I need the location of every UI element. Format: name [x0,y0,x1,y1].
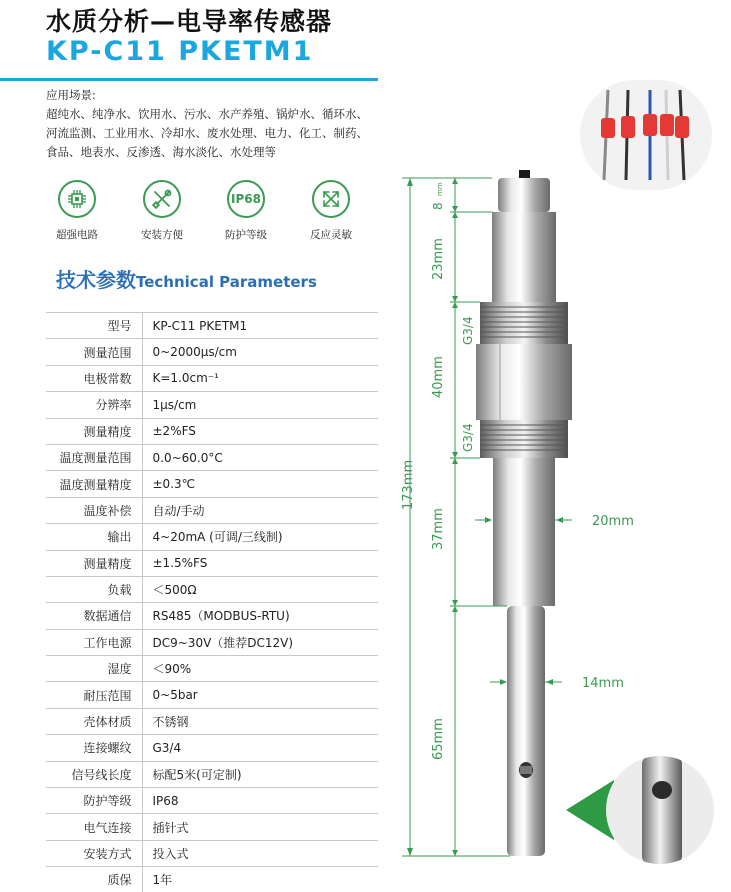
spec-key: 连接螺纹 [46,735,142,761]
spec-value: K=1.0cm⁻¹ [152,371,219,386]
feature-icons [46,180,376,244]
spec-value: 自动/手动 [152,503,205,518]
probe-14mm [507,606,545,856]
wire-terminals-inset [580,80,712,190]
spec-key: 负载 [46,576,142,602]
spec-row [46,339,378,365]
scenarios-line: 超纯水、纯净水、饮用水、污水、水产养殖、锅炉水、循环水、 [46,107,368,121]
dim-37mm: 37mm [431,508,446,550]
model-title: KP-C11 PKETM1 [46,36,314,67]
spec-key: 测量范围 [46,339,142,365]
spec-key: 安装方式 [46,840,142,866]
section-heading-en: Technical Parameters [136,273,317,291]
wrench-screwdriver-icon [143,180,181,218]
spec-row [46,471,378,497]
spec-value: G3/4 [152,740,182,755]
application-scenarios [46,86,381,162]
hex-nut [476,344,572,420]
spec-key: 信号线长度 [46,761,142,787]
spec-key: 分辨率 [46,392,142,418]
thread-lower [480,420,568,458]
spec-row [46,603,378,629]
probe-tip-inset [606,756,714,864]
spec-row [46,576,378,602]
dim-65mm: 65mm [431,718,446,760]
ip68-icon [227,180,265,218]
spec-value: ±2%FS [152,424,196,439]
spec-value: ＜500Ω [152,583,197,598]
spec-row [46,761,378,787]
page-title: 水质分析—电导率传感器 [46,7,333,36]
feature-ip68 [211,180,281,242]
spec-key: 温度测量范围 [46,444,142,470]
dim-40mm: 40mm [431,356,446,398]
spec-value: 0.0~60.0°C [152,450,223,465]
spec-row [46,708,378,734]
feature-label: 反应灵敏 [310,229,352,241]
scenarios-line: 食品、地表水、反渗透、海水淡化、水处理等 [46,145,276,159]
spec-row [46,418,378,444]
feature-install [127,180,197,242]
spec-value: 0~5bar [152,688,198,703]
spec-key: 温度补偿 [46,497,142,523]
spec-value: 4~20mA (可调/三线制) [152,530,283,545]
dim-8mm-unit: mm [436,182,444,196]
scenarios-label: 应用场景: [46,88,96,102]
circuit-chip-icon [58,180,96,218]
spec-row [46,656,378,682]
spec-value: ＜90% [152,662,192,677]
spec-value: IP68 [152,793,179,808]
spec-row [46,392,378,418]
spec-key: 测量精度 [46,550,142,576]
spec-row [46,444,378,470]
feature-label: 防护等级 [225,229,267,241]
spec-row [46,313,378,339]
spec-value: 不锈钢 [152,715,189,730]
section-heading [56,264,317,293]
spec-key: 电气连接 [46,814,142,840]
spec-value: 标配5米(可定制) [152,767,242,782]
spec-key: 测量精度 [46,418,142,444]
spec-key: 输出 [46,524,142,550]
spec-table [46,312,378,892]
thread-label-bottom: G3/4 [461,423,475,452]
dim-8mm: 8 [431,202,445,210]
spec-row [46,840,378,866]
spec-row [46,365,378,391]
spec-row [46,788,378,814]
spec-key: 防护等级 [46,788,142,814]
feature-sensitive [296,180,366,242]
spec-key: 电极常数 [46,365,142,391]
spec-key: 质保 [46,867,142,892]
spec-value: ±0.3℃ [152,477,196,492]
spec-value: 1年 [152,873,173,888]
section-heading-cn: 技术参数 [56,268,136,292]
spec-key: 湿度 [46,656,142,682]
scenarios-line: 河流监测、工业用水、冷却水、废水处理、电力、化工、制药、 [46,126,368,140]
spec-row [46,629,378,655]
expand-arrows-icon [312,180,350,218]
dia-14mm: 14mm [582,676,624,691]
spec-value: RS485（MODBUS-RTU) [152,609,290,624]
spec-row [46,867,378,892]
thread-upper [480,302,568,344]
sensor-upper-body [492,212,556,302]
spec-value: ±1.5%FS [152,556,208,571]
feature-label: 超强电路 [56,229,98,241]
spec-key: 壳体材质 [46,708,142,734]
shaft-20mm [493,458,555,606]
spec-row [46,735,378,761]
spec-value: 0~2000μs/cm [152,345,237,360]
thread-label-top: G3/4 [461,316,475,345]
dim-total: 173mm [401,459,416,510]
spec-key: 数据通信 [46,603,142,629]
spec-value: DC9~30V（推荐DC12V) [152,635,294,650]
spec-value: 插针式 [152,820,189,835]
spec-row [46,524,378,550]
ip68-text: IP68 [231,192,261,206]
spec-row [46,497,378,523]
sensor-cap [498,178,550,212]
dim-23mm: 23mm [431,238,446,280]
spec-row [46,682,378,708]
spec-key: 工作电源 [46,629,142,655]
spec-value: 投入式 [152,847,189,861]
feature-circuit [42,180,112,242]
spec-row [46,550,378,576]
title-underline [0,78,378,81]
spec-key: 温度测量精度 [46,471,142,497]
spec-value: 1μs/cm [152,397,197,412]
spec-value: KP-C11 PKETM1 [152,318,248,333]
dia-20mm: 20mm [592,514,634,529]
spec-row [46,814,378,840]
spec-key: 耐压范围 [46,682,142,708]
spec-key: 型号 [46,313,142,339]
feature-label: 安装方便 [141,229,183,241]
